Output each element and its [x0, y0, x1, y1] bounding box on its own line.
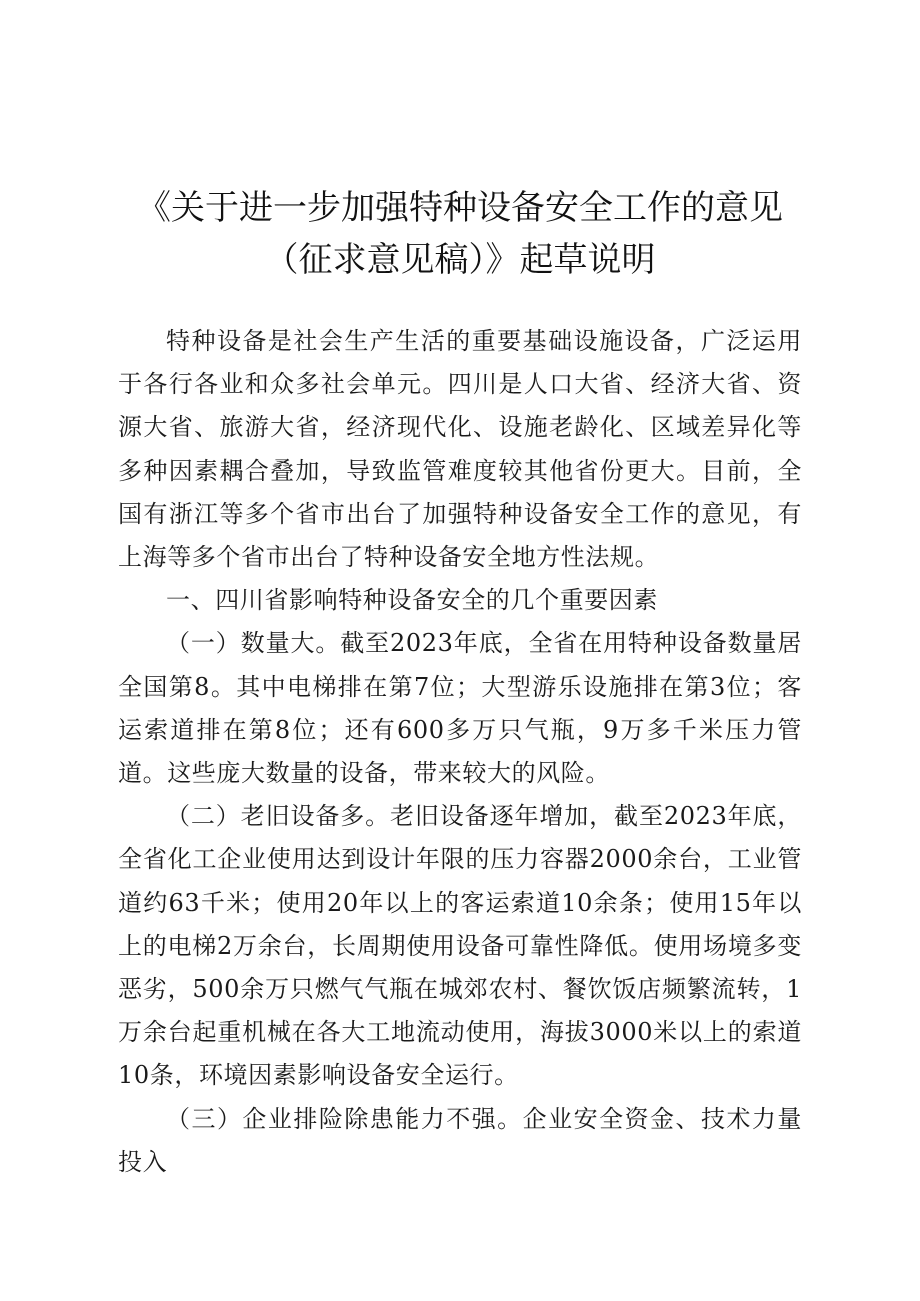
- paragraph-old-equipment: （二）老旧设备多。老旧设备逐年增加，截至2023年底，全省化工企业使用达到设计年限的压力容器2000余台，工业管道约63千米；使用20年以上的客运索道10余条；使用15年以上的电梯2万余台，长周期使用设备可靠性降低。使用场境多变恶劣，500余万只燃气气瓶在城郊农村、餐饮饭店频繁流转，1万余台起重机械在各大工地流动使用，海拔3000米以上的索道10条，环境因素影响设备安全运行。: [118, 802, 802, 1090]
- section-heading-1: 一、四川省影响特种设备安全的几个重要因素: [166, 586, 658, 615]
- paragraph-quantity: （一）数量大。截至2023年底，全省在用特种设备数量居全国第8。其中电梯排在第7位；大型游乐设施排在第3位；客运索道排在第8位；还有600多万只气瓶，9万多千米压力管道。这些庞大数量的设备，带来较大的风险。: [118, 629, 802, 788]
- paragraph-intro: 特种设备是社会生产生活的重要基础设施设备，广泛运用于各行各业和众多社会单元。四川是人口大省、经济大省、资源大省、旅游大省，经济现代化、设施老龄化、区域差异化等多种因素耦合叠加，导致监管难度较其他省份更大。目前，全国有浙江等多个省市出台了加强特种设备安全工作的意见，有上海等多个省市出台了特种设备安全地方性法规。: [118, 327, 802, 572]
- document-body: [118, 320, 802, 1184]
- document-title-line-1: 《关于进一步加强特种设备安全工作的意见: [137, 188, 783, 228]
- document-title-line-2: （征求意见稿）》起草说明: [264, 240, 656, 280]
- paragraph-enterprise-capacity: （三）企业排险除患能力不强。企业安全资金、技术力量投入: [118, 1104, 802, 1176]
